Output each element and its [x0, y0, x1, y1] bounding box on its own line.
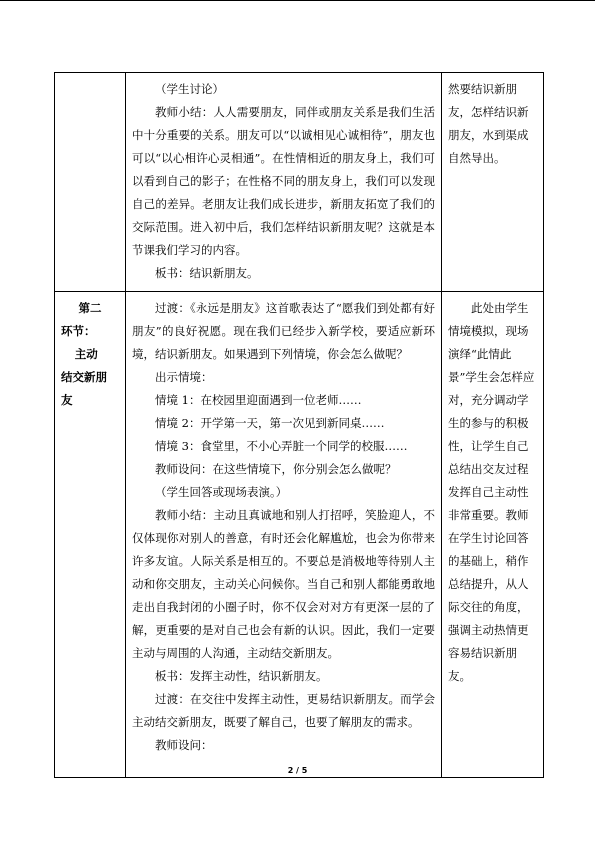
content-paragraph: 教师小结：主动且真诚地和别人打招呼，笑脸迎人，不仅体现你对别人的善意，有时还会化解尴尬，也会为你带来许多友谊。人际关系是相互的。不要总是消极地等待别人主动和你交朋友，主动关心问候你。当自己和别人都能勇敢地走出自我封闭的小圈子时，你不仅会对对方有更深一层的了解，更重要的是对自己也会有新的认识。因此，我们一定要主动与周围的人沟通，主动结交新朋友。	[132, 508, 435, 660]
content-paragraph: 教师小结：人人需要朋友，同伴或朋友关系是我们生活中十分重要的关系。朋友可以“以诚相见心诚相待”，朋友也可以“以心相许心灵相通”。在性情相近的朋友身上，我们可以看到自己的影子；在性格不同的朋友身上，我们可以发现自己的差异。老朋友让我们成长进步，新朋友拓宽了我们的交际范围。进入初中后，我们怎样结识新朋友呢？这就是本节课我们学习的内容。	[132, 105, 435, 257]
stage-label-line: 友	[61, 393, 73, 407]
stage-label-line: 结交新朋	[61, 370, 107, 384]
design-intent-text: 此处由学生情境模拟，现场演绎“此情此景”学生会怎样应对，充分调动学生的参与的积极性，让学生自己总结出交友过程发挥自己主动性非常重要。教师在学生讨论回答的基础上，稍作总结提升，从人际交往的角度，强调主动热情更容易结识新朋友。	[448, 301, 535, 683]
design-intent-text: 然要结识新朋友，怎样结识新朋友，水到渠成自然导出。	[448, 82, 529, 165]
content-paragraph: 情境 1：在校园里迎面遇到一位老师……	[155, 393, 362, 407]
content-paragraph: 过渡：《永远是朋友》这首歌表达了“愿我们到处都有好朋友”的良好祝愿。现在我们已经步入新学校，要适应新环境，结识新朋友。如果遇到下列情境，你会怎么做呢？	[132, 301, 435, 361]
stage-label-line: 环节：	[61, 324, 96, 338]
table-row	[55, 292, 544, 778]
design-intent-cell	[442, 73, 544, 292]
content-paragraph: 过渡：在交往中发挥主动性，更易结识新朋友。而学会主动结交新朋友，既要了解自己，也要了解朋友的需求。	[132, 692, 435, 729]
content-paragraph: 出示情境：	[155, 370, 213, 384]
design-intent-cell	[442, 292, 544, 778]
content-paragraph: 板书：发挥主动性，结识新朋友。	[155, 669, 328, 683]
stage-label-cell	[55, 73, 126, 292]
stage-label-line: 第二	[78, 301, 102, 315]
header-rule	[0, 0, 595, 1]
content-paragraph: （学生讨论）	[155, 82, 224, 96]
stage-label-line: 主动	[74, 347, 98, 361]
content-paragraph: 情境 3：食堂里，不小心弄脏一个同学的校服……	[155, 439, 408, 453]
content-paragraph: 教师设问：	[155, 738, 213, 752]
stage-label-cell	[55, 292, 126, 778]
table-row	[55, 73, 544, 292]
lesson-plan-table	[54, 72, 544, 778]
content-paragraph: 板书：结识新朋友。	[155, 266, 259, 280]
content-paragraph: 情境 2：开学第一天，第一次见到新同桌……	[155, 416, 385, 430]
content-paragraph: 教师设问：在这些情境下，你分别会怎么做呢？	[155, 462, 397, 476]
page-number: 2 / 5	[287, 766, 308, 775]
content-paragraph: （学生回答或现场表演。）	[155, 485, 288, 499]
teaching-process-cell	[126, 292, 442, 778]
teaching-process-cell	[126, 73, 442, 292]
